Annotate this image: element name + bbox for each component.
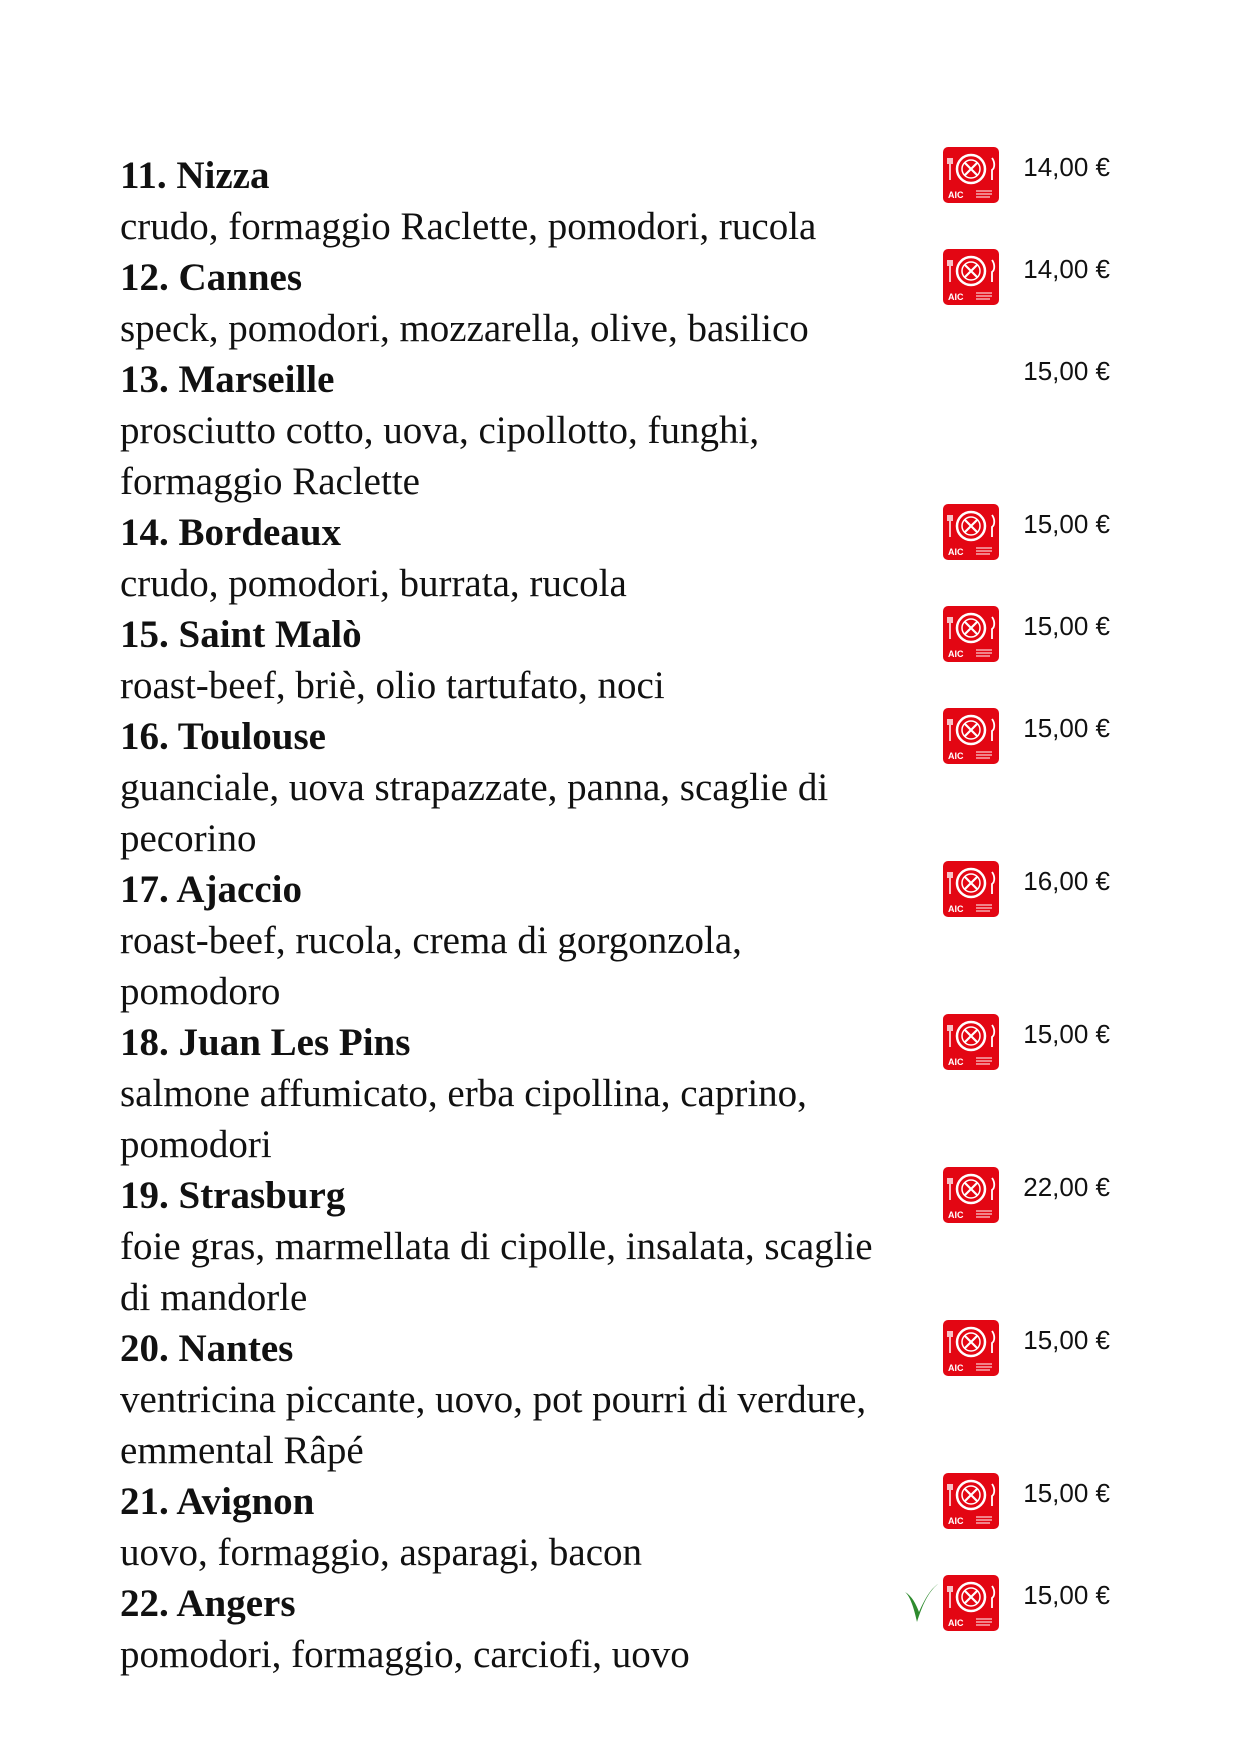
item-description	[120, 762, 940, 864]
item-name: 18. Juan Les Pins	[120, 1021, 411, 1064]
menu-item	[120, 1476, 1120, 1578]
item-name: 20. Nantes	[120, 1327, 294, 1370]
item-price: 15,00 €	[1023, 1580, 1110, 1610]
item-description	[120, 405, 940, 507]
menu-item	[120, 864, 1120, 1017]
menu-item	[120, 1170, 1120, 1323]
item-description-line: roast-beef, rucola, crema di gorgonzola,	[120, 919, 742, 962]
item-price: 14,00 €	[1023, 254, 1110, 284]
svg-text:AIC: AIC	[948, 904, 964, 914]
item-description-line: crudo, formaggio Raclette, pomodori, rucola	[120, 205, 817, 248]
svg-text:AIC: AIC	[948, 292, 964, 302]
vegetarian-leaf-icon	[902, 1580, 940, 1624]
item-price: 15,00 €	[1023, 1325, 1110, 1355]
item-description-line: pomodori	[120, 1123, 272, 1166]
item-price: 22,00 €	[1023, 1172, 1110, 1202]
item-name: 13. Marseille	[120, 358, 335, 401]
aic-gluten-free-icon	[942, 1013, 1000, 1071]
svg-text:AIC: AIC	[948, 547, 964, 557]
item-name: 16. Toulouse	[120, 715, 326, 758]
item-price: 15,00 €	[1023, 713, 1110, 743]
item-description-line: pomodoro	[120, 970, 281, 1013]
svg-text:AIC: AIC	[948, 190, 964, 200]
item-price: 15,00 €	[1023, 1019, 1110, 1049]
item-name: 11. Nizza	[120, 154, 270, 197]
item-price: 14,00 €	[1023, 152, 1110, 182]
menu-item	[120, 1578, 1120, 1680]
item-name: 21. Avignon	[120, 1480, 315, 1523]
item-description-line: prosciutto cotto, uova, cipollotto, funghi,	[120, 409, 760, 452]
svg-text:AIC: AIC	[948, 1516, 964, 1526]
item-description-line: foie gras, marmellata di cipolle, insalata, scaglie	[120, 1225, 873, 1268]
menu-item	[120, 507, 1120, 609]
menu-item	[120, 609, 1120, 711]
item-description-line: formaggio Raclette	[120, 460, 420, 503]
svg-text:AIC: AIC	[948, 1057, 964, 1067]
item-description-line: crudo, pomodori, burrata, rucola	[120, 562, 627, 605]
item-description-line: pecorino	[120, 817, 257, 860]
item-name: 17. Ajaccio	[120, 868, 302, 911]
aic-gluten-free-icon	[942, 860, 1000, 918]
item-description	[120, 1068, 940, 1170]
item-description-line: salmone affumicato, erba cipollina, caprino,	[120, 1072, 807, 1115]
aic-gluten-free-icon	[942, 707, 1000, 765]
aic-gluten-free-icon	[942, 1166, 1000, 1224]
item-name: 19. Strasburg	[120, 1174, 346, 1217]
aic-gluten-free-icon	[942, 1472, 1000, 1530]
item-price: 16,00 €	[1023, 866, 1110, 896]
item-price: 15,00 €	[1023, 1478, 1110, 1508]
aic-gluten-free-icon	[942, 146, 1000, 204]
svg-text:AIC: AIC	[948, 1618, 964, 1628]
menu-item	[120, 354, 1120, 507]
item-description	[120, 558, 940, 609]
item-description-line: speck, pomodori, mozzarella, olive, basilico	[120, 307, 809, 350]
item-description	[120, 1527, 940, 1578]
item-description	[120, 1221, 940, 1323]
menu-item	[120, 711, 1120, 864]
svg-text:AIC: AIC	[948, 751, 964, 761]
item-price: 15,00 €	[1023, 611, 1110, 641]
aic-gluten-free-icon	[942, 503, 1000, 561]
item-description	[120, 201, 940, 252]
item-description-line: emmental Râpé	[120, 1429, 364, 1472]
item-description	[120, 915, 940, 1017]
item-description	[120, 1629, 940, 1680]
item-description	[120, 303, 940, 354]
item-description-line: pomodori, formaggio, carciofi, uovo	[120, 1633, 690, 1676]
item-name: 15. Saint Malò	[120, 613, 362, 656]
item-description	[120, 660, 940, 711]
item-name: 12. Cannes	[120, 256, 303, 299]
aic-gluten-free-icon	[942, 248, 1000, 306]
svg-text:AIC: AIC	[948, 1210, 964, 1220]
svg-text:AIC: AIC	[948, 1363, 964, 1373]
menu-list	[120, 150, 1120, 1680]
item-description-line: roast-beef, briè, olio tartufato, noci	[120, 664, 665, 707]
menu-item	[120, 1323, 1120, 1476]
item-description-line: guanciale, uova strapazzate, panna, scaglie di	[120, 766, 829, 809]
item-price: 15,00 €	[1023, 509, 1110, 539]
item-description-line: di mandorle	[120, 1276, 308, 1319]
aic-gluten-free-icon	[942, 1319, 1000, 1377]
menu-item	[120, 150, 1120, 252]
item-price: 15,00 €	[1023, 356, 1110, 386]
item-name: 14. Bordeaux	[120, 511, 342, 554]
svg-text:AIC: AIC	[948, 649, 964, 659]
item-description-line: uovo, formaggio, asparagi, bacon	[120, 1531, 643, 1574]
menu-item	[120, 252, 1120, 354]
aic-gluten-free-icon	[942, 1574, 1000, 1632]
aic-gluten-free-icon	[942, 605, 1000, 663]
item-name: 22. Angers	[120, 1582, 296, 1625]
item-description-line: ventricina piccante, uovo, pot pourri di verdure,	[120, 1378, 867, 1421]
item-description	[120, 1374, 940, 1476]
menu-item	[120, 1017, 1120, 1170]
